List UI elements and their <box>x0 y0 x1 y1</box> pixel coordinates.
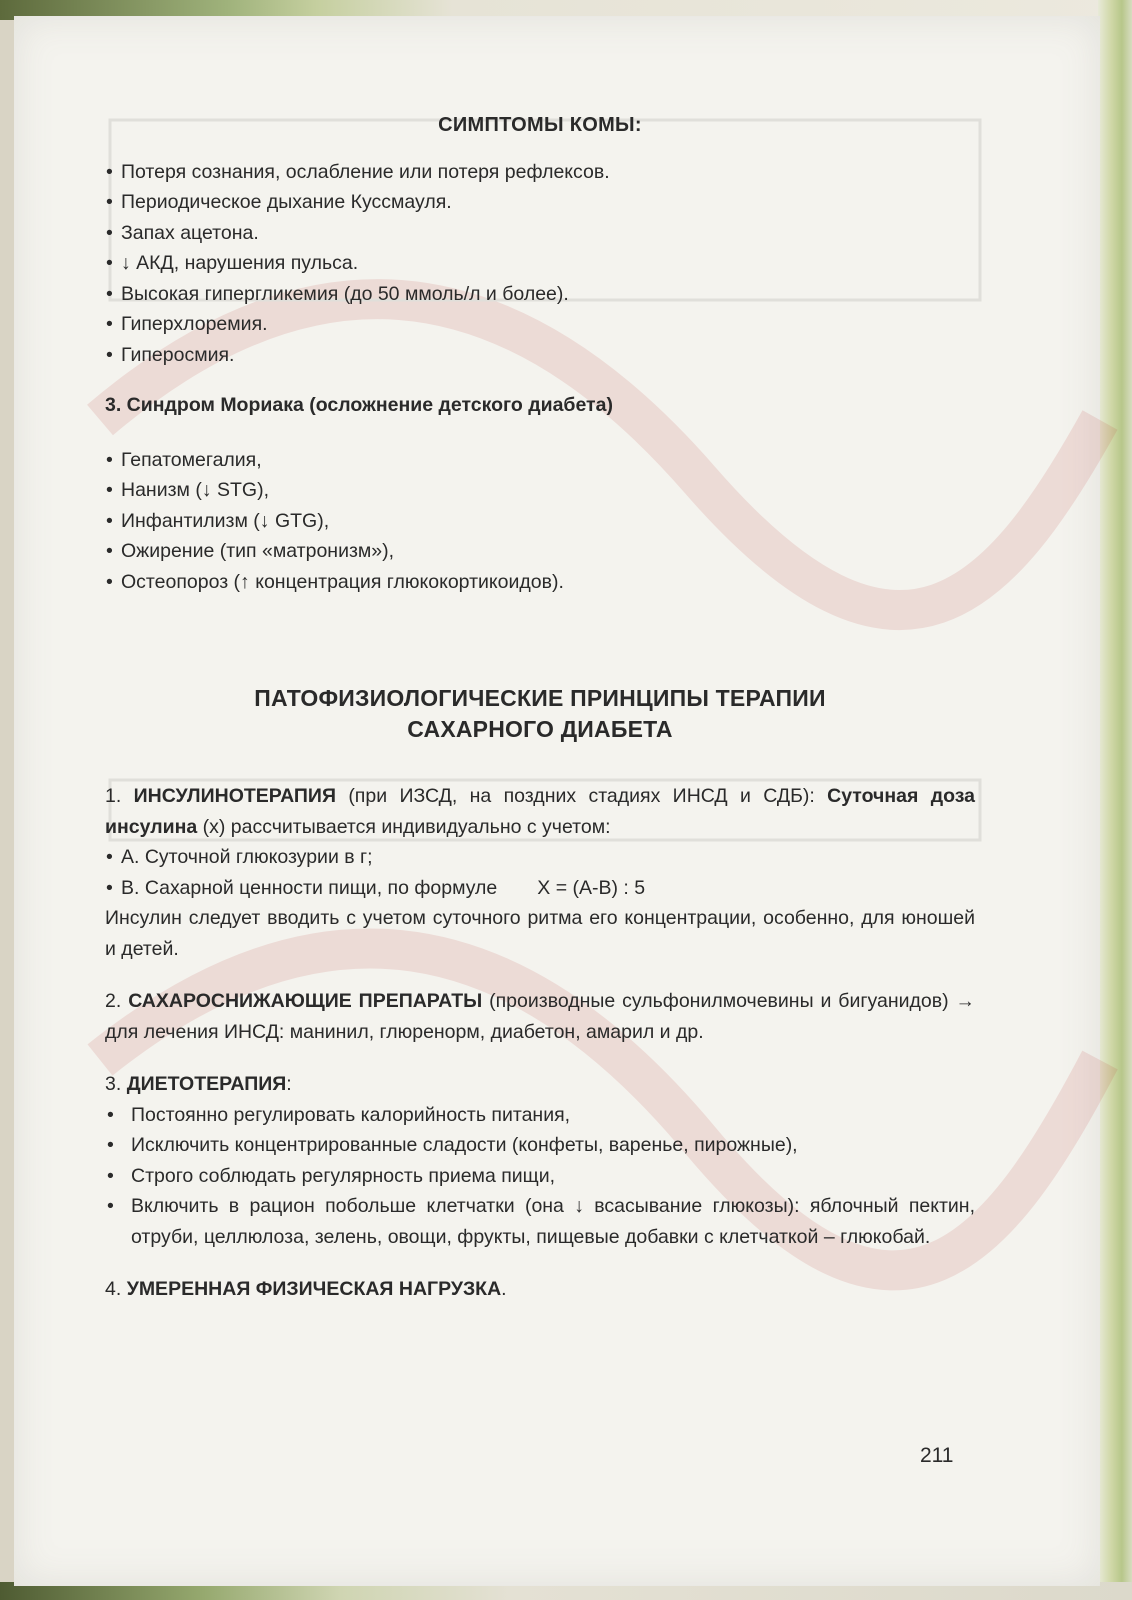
period: . <box>501 1278 507 1300</box>
insulin-therapy-intro <box>105 781 975 842</box>
diet-rules-list <box>105 1100 975 1253</box>
therapy-title-line-2: САХАРНОГО ДИАБЕТА <box>407 716 673 742</box>
list-item: • Потеря сознания, ослабление или потеря рефлексов. <box>105 157 975 188</box>
list-item: • Ожирение (тип «матронизм»), <box>105 536 975 567</box>
list-item: • Исключить концентрированные сладости (конфеты, варенье, пирожные), <box>105 1130 975 1161</box>
insulin-therapy-heading: ИНСУЛИНОТЕРАПИЯ <box>133 785 336 807</box>
section-number: 1. <box>105 785 122 807</box>
hypoglycemic-drugs-heading: САХАРОСНИЖАЮЩИЕ ПРЕПАРАТЫ <box>128 990 483 1012</box>
list-item: • А. Суточной глюкозурии в г; <box>105 842 975 873</box>
list-item: • Остеопороз (↑ концентрация глюкокортикоидов). <box>105 567 975 598</box>
page-number: 211 <box>920 1444 954 1467</box>
list-item: • Нанизм (↓ STG), <box>105 475 975 506</box>
list-item: • Строго соблюдать регулярность приема пищи, <box>105 1161 975 1192</box>
hypoglycemic-drugs-body: (производные сульфонилмочевины и бигуанидов) → для лечения ИНСД: манинил, глюренорм, диабетон, амарил и др. <box>105 990 976 1043</box>
list-item: • ↓ АКД, нарушения пульса. <box>105 248 975 279</box>
therapy-principles-title <box>105 683 975 745</box>
list-item: • Гиперхлоремия. <box>105 309 975 340</box>
insulin-note: Инсулин следует вводить с учетом суточного ритма его концентрации, особенно, для юношей и детей. <box>105 907 975 960</box>
therapy-title-line-1: ПАТОФИЗИОЛОГИЧЕСКИЕ ПРИНЦИПЫ ТЕРАПИИ <box>254 685 826 711</box>
section-number: 4. <box>105 1278 122 1300</box>
list-item: • Периодическое дыхание Куссмауля. <box>105 187 975 218</box>
section-number: 3. <box>105 1073 122 1095</box>
hypoglycemic-drugs-text <box>105 986 975 1047</box>
diet-therapy-heading-line <box>105 1069 975 1100</box>
diet-therapy-heading: ДИЕТОТЕРАПИЯ <box>126 1073 287 1095</box>
physical-activity-section <box>105 1274 975 1305</box>
coma-symptoms-list <box>105 157 975 371</box>
list-item: • Гепатомегалия, <box>105 445 975 476</box>
mauriac-syndrome-title: 3. Синдром Мориака (осложнение детского диабета) <box>105 394 613 416</box>
insulin-dose-formula: X = (A-B) : 5 <box>537 876 646 899</box>
diet-therapy-section <box>105 1069 975 1252</box>
coma-symptoms-title: СИМПТОМЫ КОМЫ: <box>438 114 642 136</box>
insulin-therapy-section <box>105 781 975 964</box>
mauriac-syndrome-list <box>105 445 975 598</box>
hypoglycemic-drugs-section <box>105 986 975 1047</box>
insulin-text-a: (при ИЗСД, на поздних стадиях ИНСД и СДБ): <box>335 785 828 807</box>
list-item: • Запах ацетона. <box>105 218 975 249</box>
item-b-text: В. Сахарной ценности пищи, по формуле <box>121 876 498 899</box>
list-item <box>105 873 975 904</box>
insulin-text-c: (x) рассчитывается индивидуально с учетом: <box>197 815 611 838</box>
section-number: 2. <box>105 990 122 1012</box>
book-edge-right <box>1098 0 1132 1600</box>
list-item: • Инфантилизм (↓ GTG), <box>105 506 975 537</box>
insulin-factors-list <box>105 842 975 903</box>
list-item: • Гиперосмия. <box>105 340 975 371</box>
list-item: • Включить в рацион побольше клетчатки (она ↓ всасывание глюкозы): яблочный пектин, отруби, целлюлоза, зелень, овощи, фрукты, пищевые добавки с клетчаткой – глюкобай. <box>105 1191 975 1252</box>
list-item: • Постоянно регулировать калорийность питания, <box>105 1100 975 1131</box>
daily-dose-term: Суточная доза инсулина <box>105 785 976 838</box>
list-item: • Высокая гипергликемия (до 50 ммоль/л и более). <box>105 279 975 310</box>
physical-activity-line <box>105 1274 975 1305</box>
page-content <box>105 100 975 1305</box>
physical-activity-heading: УМЕРЕННАЯ ФИЗИЧЕСКАЯ НАГРУЗКА <box>126 1278 502 1300</box>
colon: : <box>286 1073 292 1095</box>
